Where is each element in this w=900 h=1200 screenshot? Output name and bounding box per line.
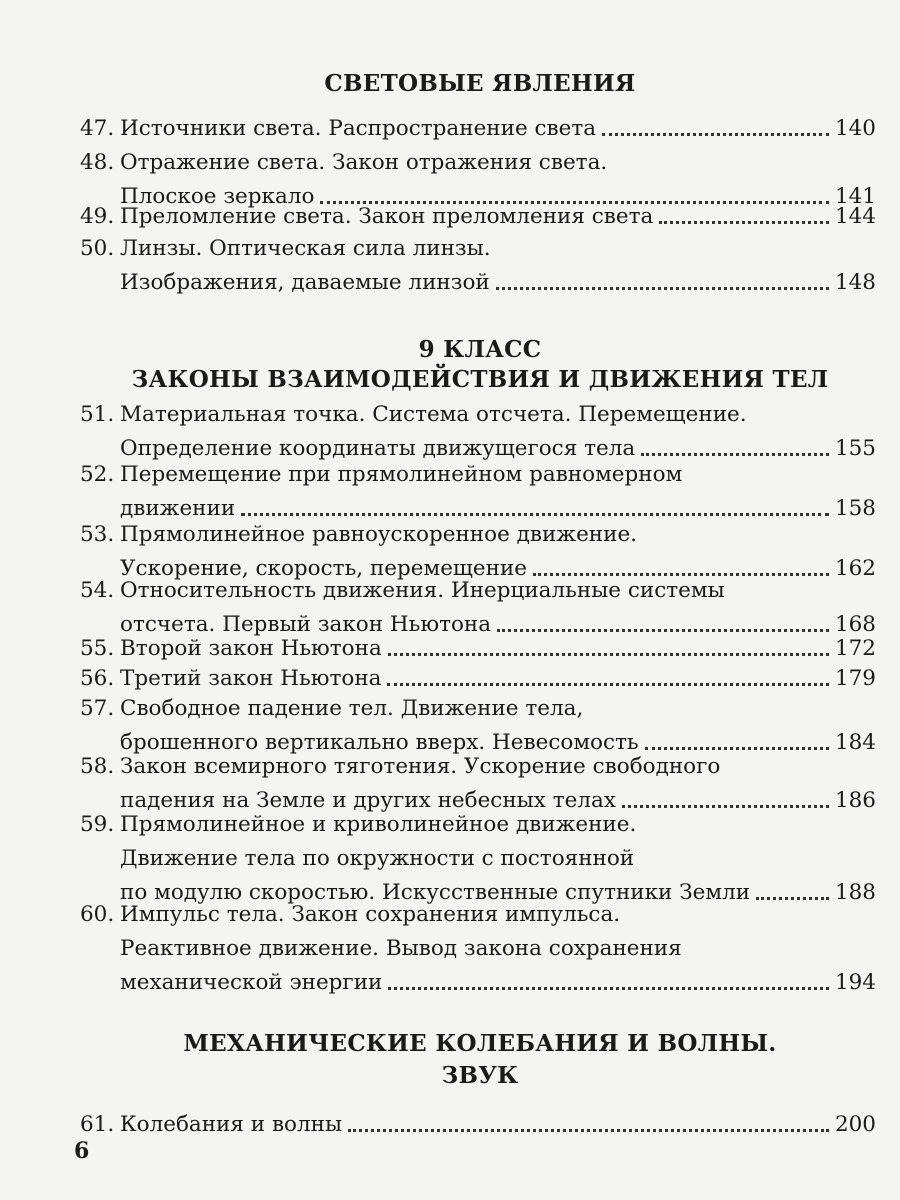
entry-number: 53. xyxy=(80,522,115,547)
entry-number: 57. xyxy=(80,696,115,721)
entry-title-cont: Плоское зеркало xyxy=(120,184,315,209)
entry-title: Третий закон Ньютона xyxy=(120,666,382,691)
dot-leader xyxy=(241,512,829,516)
entry-title: Линзы. Оптическая сила линзы. xyxy=(120,236,491,261)
entry-title: Материальная точка. Система отсчета. Перемещение. xyxy=(120,402,747,427)
entry-number: 47. xyxy=(80,116,115,141)
entry-title: Закон всемирного тяготения. Ускорение свободного xyxy=(120,754,721,779)
toc-entry xyxy=(80,632,876,666)
entry-title: Отражение света. Закон отражения света. xyxy=(120,150,608,175)
page-number: 6 xyxy=(74,1138,90,1164)
entry-title-cont: Ускорение, скорость, перемещение xyxy=(120,556,528,581)
dot-leader xyxy=(496,286,829,290)
entry-page: 186 xyxy=(834,788,876,813)
section-heading: СВЕТОВЫЕ ЯВЛЕНИЯ xyxy=(324,70,636,97)
toc-entry xyxy=(80,200,876,234)
entry-title-cont: отсчета. Первый закон Ньютона xyxy=(120,612,492,637)
toc-entry xyxy=(80,1108,876,1142)
toc-entry xyxy=(80,232,876,300)
entry-title-cont: брошенного вертикально вверх. Невесомость xyxy=(120,730,639,755)
entry-number: 55. xyxy=(80,636,115,661)
dot-leader xyxy=(348,1128,829,1132)
entry-title-cont: по модулю скоростью. Искусственные спутники Земли xyxy=(120,880,751,905)
section-heading-cont: ЗВУК xyxy=(441,1062,519,1089)
entry-page: 194 xyxy=(834,970,876,995)
entry-number: 54. xyxy=(80,578,115,603)
entry-page: 155 xyxy=(834,436,876,461)
entry-page: 140 xyxy=(834,116,876,141)
entry-page: 162 xyxy=(834,556,876,581)
toc-entry xyxy=(80,458,876,526)
entry-number: 48. xyxy=(80,150,115,175)
entry-page: 184 xyxy=(834,730,876,755)
entry-title-cont: Определение координаты движущегося тела xyxy=(120,436,636,461)
entry-page: 172 xyxy=(834,636,876,661)
toc-entry xyxy=(80,662,876,696)
entry-page: 141 xyxy=(834,184,876,209)
entry-title-cont: Реактивное движение. Вывод закона сохранения xyxy=(120,936,682,961)
entry-page: 144 xyxy=(834,204,876,229)
dot-leader xyxy=(641,452,829,456)
entry-page: 200 xyxy=(834,1112,876,1137)
entry-title-cont: движении xyxy=(120,496,236,521)
section-heading: МЕХАНИЧЕСКИЕ КОЛЕБАНИЯ И ВОЛНЫ. xyxy=(183,1030,777,1057)
entry-page: 168 xyxy=(834,612,876,637)
entry-title-cont: механической энергии xyxy=(120,970,383,995)
entry-page: 158 xyxy=(834,496,876,521)
toc-entry xyxy=(80,898,876,1000)
dot-leader xyxy=(602,132,829,136)
entry-title: Импульс тела. Закон сохранения импульса. xyxy=(120,902,621,927)
entry-title: Источники света. Распространение света xyxy=(120,116,597,141)
toc-entry xyxy=(80,398,876,466)
entry-title-cont: Изображения, даваемые линзой xyxy=(120,270,490,295)
entry-number: 58. xyxy=(80,754,115,779)
dot-leader xyxy=(388,652,829,656)
dot-leader xyxy=(388,986,829,990)
entry-number: 51. xyxy=(80,402,115,427)
entry-page: 179 xyxy=(834,666,876,691)
entry-number: 50. xyxy=(80,236,115,261)
dot-leader xyxy=(387,682,828,686)
grade-heading: 9 КЛАСС xyxy=(418,336,542,363)
entry-title: Относительность движения. Инерциальные системы xyxy=(120,578,725,603)
entry-number: 59. xyxy=(80,812,115,837)
entry-title: Преломление света. Закон преломления света xyxy=(120,204,654,229)
section-heading: ЗАКОНЫ ВЗАИМОДЕЙСТВИЯ И ДВИЖЕНИЯ ТЕЛ xyxy=(131,366,829,393)
entry-title: Прямолинейное и криволинейное движение. xyxy=(120,812,637,837)
entry-title: Колебания и волны xyxy=(120,1112,343,1137)
entry-number: 52. xyxy=(80,462,115,487)
entry-title: Свободное падение тел. Движение тела, xyxy=(120,696,584,721)
entry-number: 56. xyxy=(80,666,115,691)
entry-title-cont: падения на Земле и других небесных телах xyxy=(120,788,616,813)
entry-page: 148 xyxy=(834,270,876,295)
entry-number: 49. xyxy=(80,204,115,229)
entry-title-cont: Движение тела по окружности с постоянной xyxy=(120,846,635,871)
entry-number: 60. xyxy=(80,902,115,927)
entry-title: Прямолинейное равноускоренное движение. xyxy=(120,522,638,547)
entry-page: 188 xyxy=(834,880,876,905)
entry-number: 61. xyxy=(80,1112,115,1137)
toc-entry xyxy=(80,808,876,910)
entry-title: Второй закон Ньютона xyxy=(120,636,382,661)
toc-entry xyxy=(80,112,876,146)
entry-title: Перемещение при прямолинейном равномерном xyxy=(120,462,683,487)
dot-leader xyxy=(659,220,829,224)
